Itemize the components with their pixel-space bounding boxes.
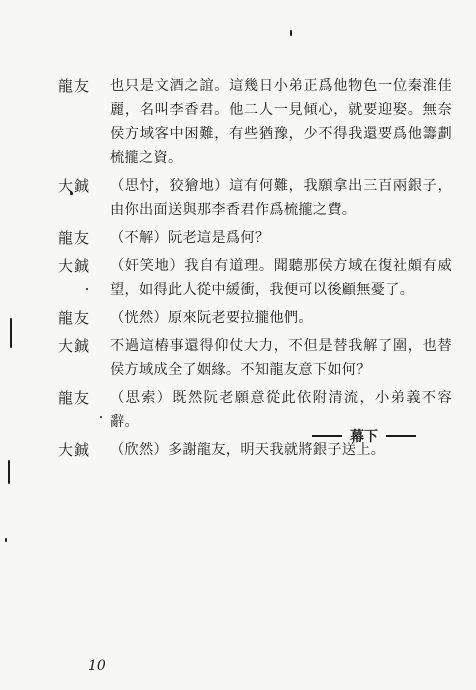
speaker-name: 龍友 — [58, 229, 91, 247]
speech-text: （恍然）原來阮老要拉攏他們。 — [110, 310, 313, 326]
speaker-name: 龍友 — [58, 77, 91, 95]
speaker-name: 大鋮 — [58, 441, 91, 459]
dash-left — [312, 435, 342, 437]
dash-right — [386, 435, 416, 437]
scan-mark — [8, 460, 10, 484]
speech-text: （欣然）多謝龍友，明天我就將銀子送上。 — [110, 442, 386, 458]
curtain-marker — [312, 426, 416, 446]
dialogue-line — [58, 334, 452, 382]
speaker-name: 大鋮 — [58, 177, 91, 195]
speaker-name: 大鋮 — [58, 337, 91, 355]
scan-mark — [5, 538, 7, 542]
speech-text: （奸笑地）我自有道理。聞聽那侯方域在復社頗有威望，如得此人從中緩衝，我便可以後顧無憂了。 — [110, 258, 452, 298]
speaker-name: 大鋮 — [58, 257, 91, 275]
dialogue-block — [58, 74, 452, 466]
page-number: 10 — [88, 658, 106, 674]
scan-mark — [10, 318, 12, 348]
scan-mark — [290, 30, 292, 36]
dialogue-line — [58, 226, 452, 250]
speech-text: 不過這樁事還得仰仗大力，不但是替我解了圍，也替侯方域成全了姻緣。不知龍友意下如何？ — [110, 338, 452, 378]
curtain-text: 幕下 — [350, 429, 378, 445]
speech-text: （思忖，狡獪地）這有何難，我願拿出三百兩銀子，由你出面送與那李香君作爲梳攏之費。 — [110, 178, 452, 218]
speech-text: （不解）阮老這是爲何？ — [110, 230, 270, 246]
dialogue-line — [58, 74, 452, 170]
speaker-name: 龍友 — [58, 389, 91, 407]
dialogue-line — [58, 254, 452, 302]
speaker-name: 龍友 — [58, 309, 91, 327]
speech-text: （思索）既然阮老願意從此依附清流，小弟義不容辭。 — [110, 390, 452, 430]
dialogue-line — [58, 306, 452, 330]
dialogue-line — [58, 174, 452, 222]
speech-text: 也只是文酒之誼。這幾日小弟正爲他物色一位秦淮佳麗，名叫李香君。他二人一見傾心，就要迎娶。無奈侯方域客中困難，有些猶豫，少不得我還要爲他籌劃梳攏之資。 — [110, 78, 452, 166]
